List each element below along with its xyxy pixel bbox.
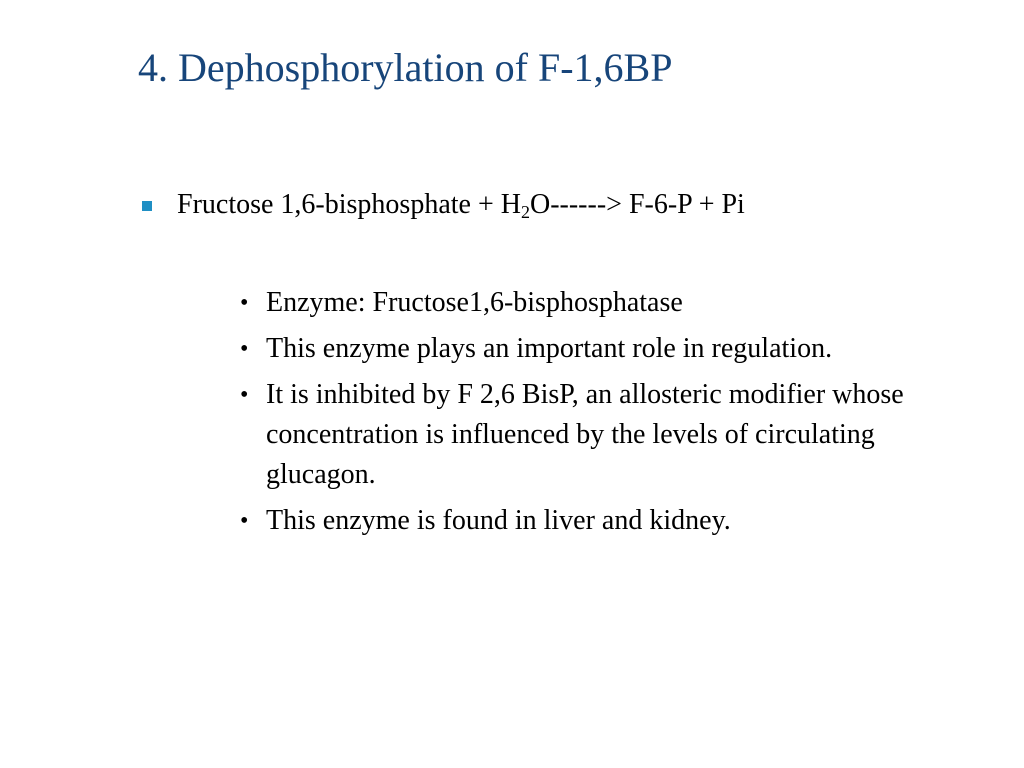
bullet-dot-icon: •	[240, 508, 249, 534]
bullet-dot-icon: •	[240, 336, 249, 362]
bullet-dot-icon: •	[240, 290, 249, 316]
reaction-equation	[177, 185, 745, 225]
sub-bullet-text: It is inhibited by F 2,6 BisP, an allosteric modifier whose concentration is influenced by the levels of circulating glucagon.	[266, 379, 904, 490]
square-bullet-icon	[142, 201, 152, 211]
sub-bullet-text: Enzyme: Fructose1,6-bisphosphatase	[266, 287, 683, 318]
bullet-dot-icon: •	[240, 382, 249, 408]
sub-bullet-item	[240, 329, 1000, 369]
sub-bullet-item	[240, 283, 1000, 323]
sub-bullet-text: This enzyme is found in liver and kidney.	[266, 505, 731, 536]
sub-bullet-item	[240, 501, 1000, 541]
sub-bullet-text: This enzyme plays an important role in regulation.	[266, 333, 833, 364]
reaction-text-start: Fructose 1,6-bisphosphate + H	[177, 189, 521, 220]
reaction-text-end: O------> F-6-P + Pi	[529, 189, 745, 220]
main-bullet	[142, 185, 1002, 229]
slide-title: 4. Dephosphorylation of F-1,6BP	[138, 45, 673, 90]
sub-bullet-item	[240, 375, 1000, 495]
sub-bullet-list	[240, 283, 1000, 547]
water-subscript: 2	[520, 202, 530, 222]
